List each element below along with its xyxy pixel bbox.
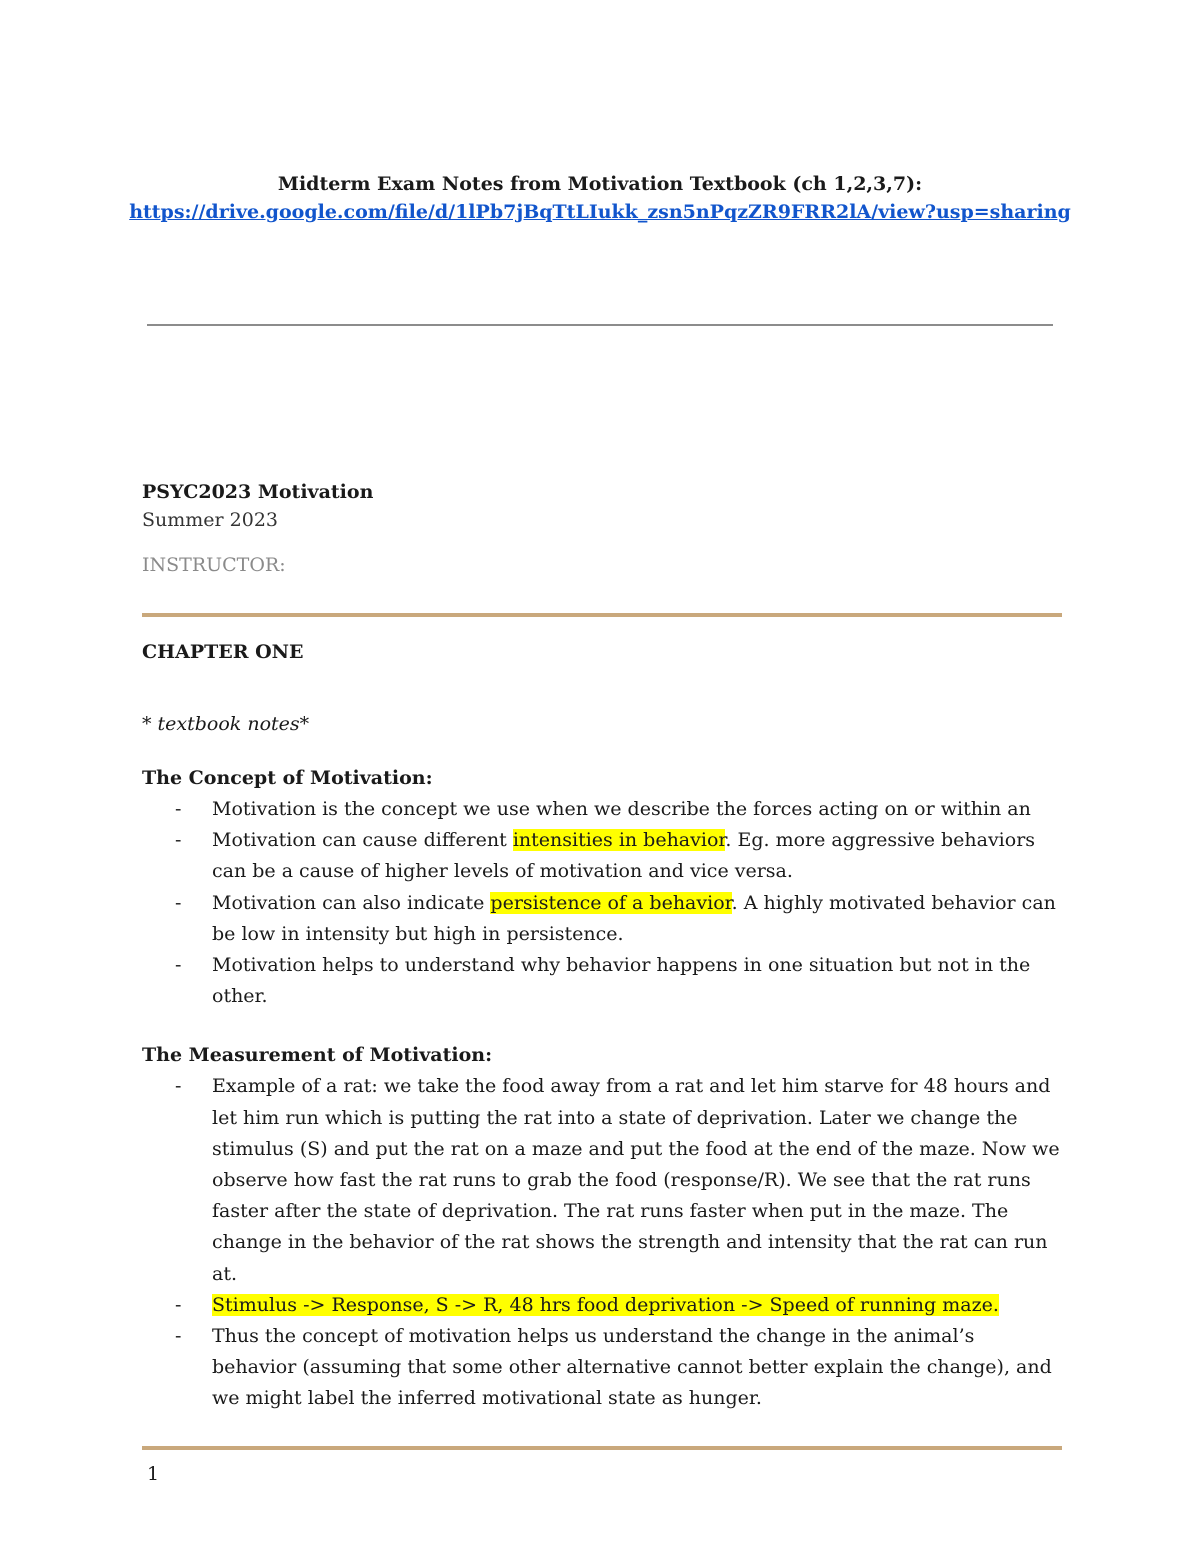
course-term: Summer 2023 — [142, 509, 279, 531]
horizontal-rule-tan — [142, 613, 1062, 617]
item-text: . A highly motivated behavior can be low in intensity but high in persistence. — [212, 891, 1056, 945]
dash-bullet-icon: - — [175, 1075, 182, 1098]
item-text: Thus the concept of motivation helps us understand the change in the animal’s behavior (assuming that some other alternative cannot better explain the change), and we might label the inferred motivational state as hunger. — [212, 1325, 1052, 1410]
course-title: PSYC2023 Motivation — [142, 481, 374, 503]
drive-link[interactable]: https://drive.google.com/file/d/1lPb7jBqTtLIukk_zsn5nPqzZR9FRR2lA/view?usp=sharing — [129, 201, 1071, 223]
highlighted-text: intensities in behavior — [512, 829, 726, 852]
dash-bullet-icon: - — [175, 829, 182, 852]
note-text: textbook notes* — [151, 713, 310, 735]
textbook-notes-label — [142, 707, 1062, 741]
chapter-heading: CHAPTER ONE — [142, 641, 304, 663]
item-text: Motivation can cause different — [212, 829, 513, 852]
document-title: Midterm Exam Notes from Motivation Textbook (ch 1,2,3,7): — [277, 173, 923, 195]
item-text: Motivation can also indicate — [212, 891, 491, 914]
item-text: Motivation helps to understand why behavior happens in one situation but not in the other. — [212, 954, 1031, 1008]
bullet-list — [142, 1071, 1062, 1414]
dash-bullet-icon: - — [175, 1293, 182, 1316]
item-text: . Eg. more aggressive behaviors can be a cause of higher levels of motivation and vice versa. — [212, 829, 1036, 883]
sections-container — [142, 763, 1062, 1415]
list-item — [142, 1290, 1062, 1321]
section-heading: The Concept of Motivation: — [142, 767, 433, 789]
horizontal-rule-gray — [147, 324, 1053, 326]
highlighted-text: persistence of a behavior — [490, 891, 732, 914]
bullet-list — [142, 794, 1062, 1012]
list-item — [142, 825, 1062, 887]
dash-bullet-icon: - — [175, 954, 182, 977]
section-heading: The Measurement of Motivation: — [142, 1044, 493, 1067]
dash-bullet-icon: - — [175, 1325, 182, 1348]
title-block — [0, 170, 1200, 226]
item-text: Motivation is the concept we use when we describe the forces acting on or within an — [212, 798, 1031, 820]
list-item — [142, 950, 1062, 1012]
highlighted-text: Stimulus -> Response, S -> R, 48 hrs food deprivation -> Speed of running maze. — [212, 1293, 999, 1316]
list-item — [142, 888, 1062, 950]
footer-rule — [142, 1446, 1062, 1450]
page-number: 1 — [147, 1463, 160, 1485]
list-item — [142, 794, 1062, 825]
note-star: * — [142, 713, 152, 735]
instructor-label: INSTRUCTOR: — [142, 554, 286, 576]
list-item — [142, 1321, 1062, 1415]
item-text: Example of a rat: we take the food away from a rat and let him starve for 48 hours and let him run which is putting the rat into a state of deprivation. Later we change the stimulus (S) and put the rat on a maze and put the food at the end of the maze. Now we observe how fast the rat runs to grab the food (response/R). We see that the rat runs faster after the state of deprivation. The rat runs faster when put in the maze. The change in the behavior of the rat shows the strength and intensity that the rat can run at. — [212, 1075, 1060, 1285]
list-item — [142, 1071, 1062, 1289]
dash-bullet-icon: - — [175, 798, 182, 820]
dash-bullet-icon: - — [175, 891, 182, 914]
main-content — [142, 478, 1062, 1415]
